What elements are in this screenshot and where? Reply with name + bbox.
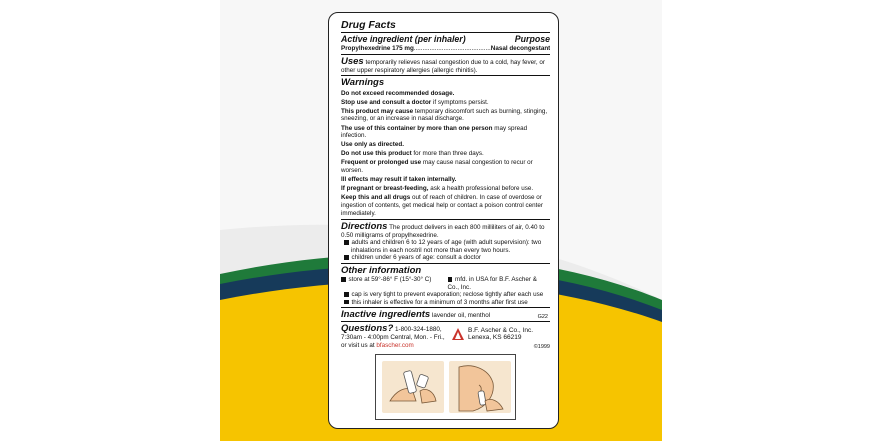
other-bullet-2: mfd. in USA for B.F. Ascher & Co., Inc. bbox=[447, 275, 537, 291]
questions-section bbox=[341, 323, 550, 352]
active-ingredient-heading: Active ingredient (per inhaler) bbox=[341, 34, 466, 44]
inactive-ingredients-section bbox=[341, 309, 550, 320]
ingredient-row bbox=[341, 45, 550, 53]
warning-3-text: temporary discomfort such as burning, stinging, sneezing, or an increase in nasal discharge. bbox=[341, 107, 548, 123]
inactive-ingredients-heading: Inactive ingredients bbox=[341, 309, 431, 321]
hand-removing-cap-icon bbox=[382, 361, 444, 413]
company-block bbox=[451, 327, 550, 341]
directions-heading: Directions bbox=[341, 220, 388, 232]
illustration-panel-inhale bbox=[449, 361, 511, 413]
warning-10 bbox=[341, 194, 550, 217]
warning-7 bbox=[341, 159, 550, 174]
warning-9-bold: If pregnant or breast-feeding, bbox=[341, 185, 429, 193]
directions-bullet-2 bbox=[341, 254, 550, 262]
warning-5: Use only as directed. bbox=[341, 141, 404, 149]
illustration-panel-open-cap bbox=[382, 361, 444, 413]
warning-2-text: if symptoms persist. bbox=[433, 98, 489, 106]
square-bullet-icon bbox=[344, 240, 349, 245]
website-link[interactable]: bfascher.com bbox=[376, 341, 414, 349]
warning-3 bbox=[341, 108, 550, 123]
directions-bullet-1 bbox=[341, 239, 550, 254]
other-bullet-4-text: this inhaler is effective for a minimum of 3 months after first use bbox=[351, 298, 528, 306]
copyright-date: ©1999 bbox=[533, 344, 550, 351]
ingredient-purpose: Nasal decongestant bbox=[490, 45, 550, 52]
other-info-row bbox=[341, 276, 550, 291]
warning-1: Do not exceed recommended dosage. bbox=[341, 89, 455, 97]
directions-bullet-1-text: adults and children 6 to 12 years of age (with adult supervision): two inhalations in each nostril not more than every two hours. bbox=[351, 239, 542, 254]
warning-8: Ill effects may result if taken internally. bbox=[341, 176, 457, 184]
square-bullet-icon bbox=[344, 300, 349, 305]
other-information-heading: Other information bbox=[341, 264, 422, 276]
other-bullet-3-text: cap is very tight to prevent evaporation; reclose tightly after each use bbox=[351, 291, 544, 299]
warning-6 bbox=[341, 150, 550, 158]
warning-4-text: may spread infection. bbox=[341, 124, 528, 140]
uses-text: temporarily relieves nasal congestion due to a cold, hay fever, or other upper respiratory allergies (allergic rhinitis). bbox=[341, 58, 546, 74]
company-name: B.F. Ascher & Co., Inc. bbox=[468, 327, 534, 335]
warning-10-bold: Keep this and all drugs bbox=[341, 194, 411, 202]
square-bullet-icon bbox=[448, 277, 453, 282]
warning-9-text: ask a health professional before use. bbox=[430, 185, 534, 193]
questions-heading: Questions? bbox=[341, 323, 394, 335]
warnings-heading: Warnings bbox=[341, 77, 385, 89]
other-bullet-4 bbox=[341, 299, 550, 307]
directions-section bbox=[341, 221, 550, 240]
drug-facts-panel bbox=[341, 19, 550, 352]
warning-10-text: out of reach of children. In case of overdose or ingestion of contents, get medical help or contact a poison control center immediately. bbox=[341, 194, 543, 217]
questions-text: 1-800-324-1880, 7:30am - 4:00pm Central, Mon. - Fri., or visit us at bbox=[341, 326, 445, 349]
ingredient-name: Propylhexedrine 175 mg bbox=[341, 45, 414, 52]
warning-4-bold: The use of this container by more than one person bbox=[341, 124, 493, 132]
usage-illustration bbox=[375, 354, 516, 420]
warning-7-bold: Frequent or prolonged use bbox=[341, 159, 422, 167]
square-bullet-icon bbox=[344, 292, 349, 297]
code-label: G22 bbox=[537, 314, 548, 321]
warning-3-bold: This product may cause bbox=[341, 107, 414, 115]
active-ingredient-header bbox=[341, 34, 550, 45]
purpose-heading: Purpose bbox=[514, 34, 550, 44]
warning-2-bold: Stop use and consult a doctor bbox=[341, 98, 432, 106]
face-inhaling-icon bbox=[449, 361, 511, 413]
directions-text: The product delivers in each 800 milliliters of air, 0.40 to 0.50 milligrams of propylhexedrine. bbox=[341, 223, 545, 239]
ingredient-leader-dots: ............................................ bbox=[413, 45, 491, 52]
ascher-logo-icon bbox=[451, 327, 465, 341]
drug-facts-title: Drug Facts bbox=[341, 19, 396, 31]
warning-7-text: may cause nasal congestion to recur or worsen. bbox=[341, 159, 533, 175]
square-bullet-icon bbox=[344, 255, 349, 260]
warning-2 bbox=[341, 99, 550, 107]
inactive-ingredients-text: lavender oil, menthol bbox=[431, 312, 491, 320]
other-bullet-3 bbox=[341, 291, 550, 299]
directions-bullet-2-text: children under 6 years of age: consult a doctor bbox=[351, 254, 482, 262]
square-bullet-icon bbox=[341, 277, 346, 282]
uses-heading: Uses bbox=[341, 55, 364, 67]
warning-6-bold: Do not use this product bbox=[341, 150, 412, 158]
uses-section bbox=[341, 56, 550, 75]
warning-4 bbox=[341, 125, 550, 140]
company-address: Lenexa, KS 66219 bbox=[468, 334, 522, 342]
warning-6-text: for more than three days. bbox=[413, 150, 484, 158]
drug-facts-card bbox=[328, 12, 559, 429]
warning-9 bbox=[341, 185, 550, 193]
other-bullet-1: store at 59°-86° F (15°-30° C) bbox=[348, 275, 432, 283]
